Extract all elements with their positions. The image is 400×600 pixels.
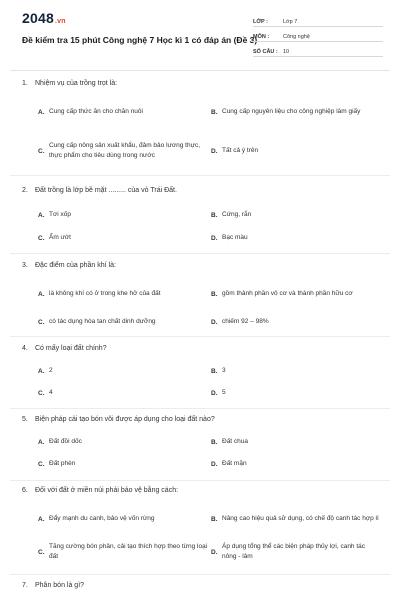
option-letter: A. bbox=[38, 515, 45, 523]
option-letter: A. bbox=[38, 290, 45, 298]
meta-key: LỚP : bbox=[253, 19, 268, 25]
option-letter: A. bbox=[38, 211, 45, 219]
exam-meta bbox=[253, 14, 383, 59]
question-number: 4. bbox=[22, 345, 28, 352]
option-d[interactable] bbox=[211, 316, 381, 328]
option-b[interactable] bbox=[211, 509, 381, 529]
option-text: Bạc màu bbox=[222, 234, 248, 241]
meta-row-count bbox=[253, 44, 383, 57]
option-text: Tất cả ý trên bbox=[222, 147, 259, 154]
option-text: chiếm 92 – 98% bbox=[222, 318, 269, 325]
option-d[interactable] bbox=[211, 387, 381, 399]
question-divider bbox=[10, 408, 390, 409]
option-letter: D. bbox=[211, 548, 218, 556]
meta-value: Lớp 7 bbox=[283, 19, 298, 25]
option-text: Đẩy mạnh du canh, bảo vệ vốn rừng bbox=[49, 515, 155, 522]
option-text: 3 bbox=[222, 367, 226, 374]
option-text: Áp dụng tổng thể các biện pháp thủy lợi, canh tác nông - lâm bbox=[222, 543, 366, 560]
option-letter: A. bbox=[38, 438, 45, 446]
option-text: Cứng, rắn bbox=[222, 211, 252, 218]
question-number: 1. bbox=[22, 80, 28, 87]
option-text: Đất phèn bbox=[49, 460, 76, 467]
option-letter: B. bbox=[211, 438, 218, 446]
question-prompt: Đặc điểm của phần khí là: bbox=[35, 262, 116, 269]
question-prompt: Biện pháp cải tạo bón vôi được áp dụng cho loại đất nào? bbox=[35, 416, 215, 423]
meta-value: 10 bbox=[283, 49, 290, 55]
option-c[interactable] bbox=[38, 458, 208, 470]
option-text: Nâng cao hiệu quả sử dụng, có chế độ canh tác hợp lí bbox=[222, 515, 379, 522]
option-b[interactable] bbox=[211, 102, 381, 122]
option-text: có tác dụng hòa tan chất dinh dưỡng bbox=[49, 318, 156, 325]
header-divider bbox=[10, 70, 390, 71]
option-letter: B. bbox=[211, 515, 218, 523]
option-a[interactable] bbox=[38, 436, 208, 448]
option-text: Tơi xốp bbox=[49, 211, 71, 218]
option-text: Đất chua bbox=[222, 438, 249, 445]
option-text: Đất đồi dốc bbox=[49, 438, 82, 445]
meta-row-class bbox=[253, 14, 383, 27]
question-divider bbox=[10, 253, 390, 254]
option-letter: C. bbox=[38, 147, 45, 155]
option-text: 4 bbox=[49, 389, 53, 396]
option-text: Cung cấp nông sản xuất khẩu, đảm bảo lương thực, thực phẩm cho tiêu dùng trong nước bbox=[49, 142, 201, 159]
option-a[interactable] bbox=[38, 102, 208, 122]
page-header bbox=[0, 0, 400, 68]
question-prompt: Đất trồng là lớp bề mặt ......... của vỏ Trái Đất. bbox=[35, 187, 177, 194]
option-letter: B. bbox=[211, 108, 218, 116]
option-text: 2 bbox=[49, 367, 53, 374]
option-letter: C. bbox=[38, 389, 45, 397]
site-logo[interactable] bbox=[22, 10, 66, 26]
option-text: Cung cấp thức ăn cho chăn nuôi bbox=[49, 108, 143, 115]
option-letter: B. bbox=[211, 290, 218, 298]
option-letter: C. bbox=[38, 318, 45, 326]
question-number: 3. bbox=[22, 262, 28, 269]
logo-domain: .vn bbox=[54, 18, 66, 25]
option-text: Ẩm ướt bbox=[49, 234, 71, 241]
option-text: Đất mặn bbox=[222, 460, 247, 467]
question-divider bbox=[10, 336, 390, 337]
option-d[interactable] bbox=[211, 136, 381, 166]
option-letter: D. bbox=[211, 234, 218, 242]
option-c[interactable] bbox=[38, 542, 208, 562]
option-letter: D. bbox=[211, 460, 218, 468]
question-number: 7. bbox=[22, 582, 28, 589]
question-divider bbox=[10, 574, 390, 575]
option-text: 5 bbox=[222, 389, 226, 396]
logo-text: 2048 bbox=[22, 10, 54, 26]
option-letter: D. bbox=[211, 147, 218, 155]
question-text bbox=[22, 416, 215, 423]
option-text: gồm thành phần vô cơ và thành phần hữu cơ bbox=[222, 290, 353, 297]
question-divider bbox=[10, 175, 390, 176]
question-number: 5. bbox=[22, 416, 28, 423]
option-letter: C. bbox=[38, 460, 45, 468]
question-prompt: Phân bón là gì? bbox=[35, 582, 85, 589]
option-d[interactable] bbox=[211, 458, 381, 470]
option-b[interactable] bbox=[211, 284, 381, 304]
meta-key: MÔN : bbox=[253, 34, 270, 40]
question-text bbox=[22, 487, 178, 494]
option-a[interactable] bbox=[38, 509, 208, 529]
question-divider bbox=[10, 480, 390, 481]
option-a[interactable] bbox=[38, 365, 208, 377]
option-letter: B. bbox=[211, 211, 218, 219]
option-c[interactable] bbox=[38, 136, 208, 166]
question-prompt: Có mấy loại đất chính? bbox=[35, 345, 107, 352]
option-a[interactable] bbox=[38, 284, 208, 304]
option-b[interactable] bbox=[211, 209, 381, 221]
question-number: 2. bbox=[22, 187, 28, 194]
option-letter: C. bbox=[38, 548, 45, 556]
option-letter: A. bbox=[38, 367, 45, 375]
question-text bbox=[22, 345, 107, 352]
option-c[interactable] bbox=[38, 316, 208, 328]
option-text: Cung cấp nguyên liệu cho công nghiệp làm giấy bbox=[222, 108, 361, 115]
option-c[interactable] bbox=[38, 387, 208, 399]
option-c[interactable] bbox=[38, 232, 208, 244]
question-text bbox=[22, 582, 84, 589]
meta-key: SỐ CÂU : bbox=[253, 49, 278, 55]
option-letter: C. bbox=[38, 234, 45, 242]
option-d[interactable] bbox=[211, 542, 381, 562]
option-a[interactable] bbox=[38, 209, 208, 221]
option-letter: D. bbox=[211, 318, 218, 326]
option-text: là không khí có ở trong khe hở của đất bbox=[49, 290, 161, 297]
meta-row-subject bbox=[253, 29, 383, 42]
meta-value: Công nghệ bbox=[283, 34, 310, 40]
question-prompt: Đối với đất ở miền núi phải bảo vệ bằng cách: bbox=[35, 487, 179, 494]
question-prompt: Nhiệm vụ của trồng trọt là: bbox=[35, 80, 118, 87]
option-text: Tăng cường bón phân, cải tạo thích hợp theo từng loại đất bbox=[49, 543, 208, 560]
page-title: Đề kiểm tra 15 phút Công nghệ 7 Học kì 1 có đáp án (Đề 3) bbox=[22, 35, 258, 45]
option-letter: A. bbox=[38, 108, 45, 116]
question-text bbox=[22, 262, 116, 269]
option-letter: B. bbox=[211, 367, 218, 375]
option-letter: D. bbox=[211, 389, 218, 397]
option-d[interactable] bbox=[211, 232, 381, 244]
question-text bbox=[22, 80, 117, 87]
question-text bbox=[22, 187, 177, 194]
option-b[interactable] bbox=[211, 436, 381, 448]
question-number: 6. bbox=[22, 487, 28, 494]
option-b[interactable] bbox=[211, 365, 381, 377]
